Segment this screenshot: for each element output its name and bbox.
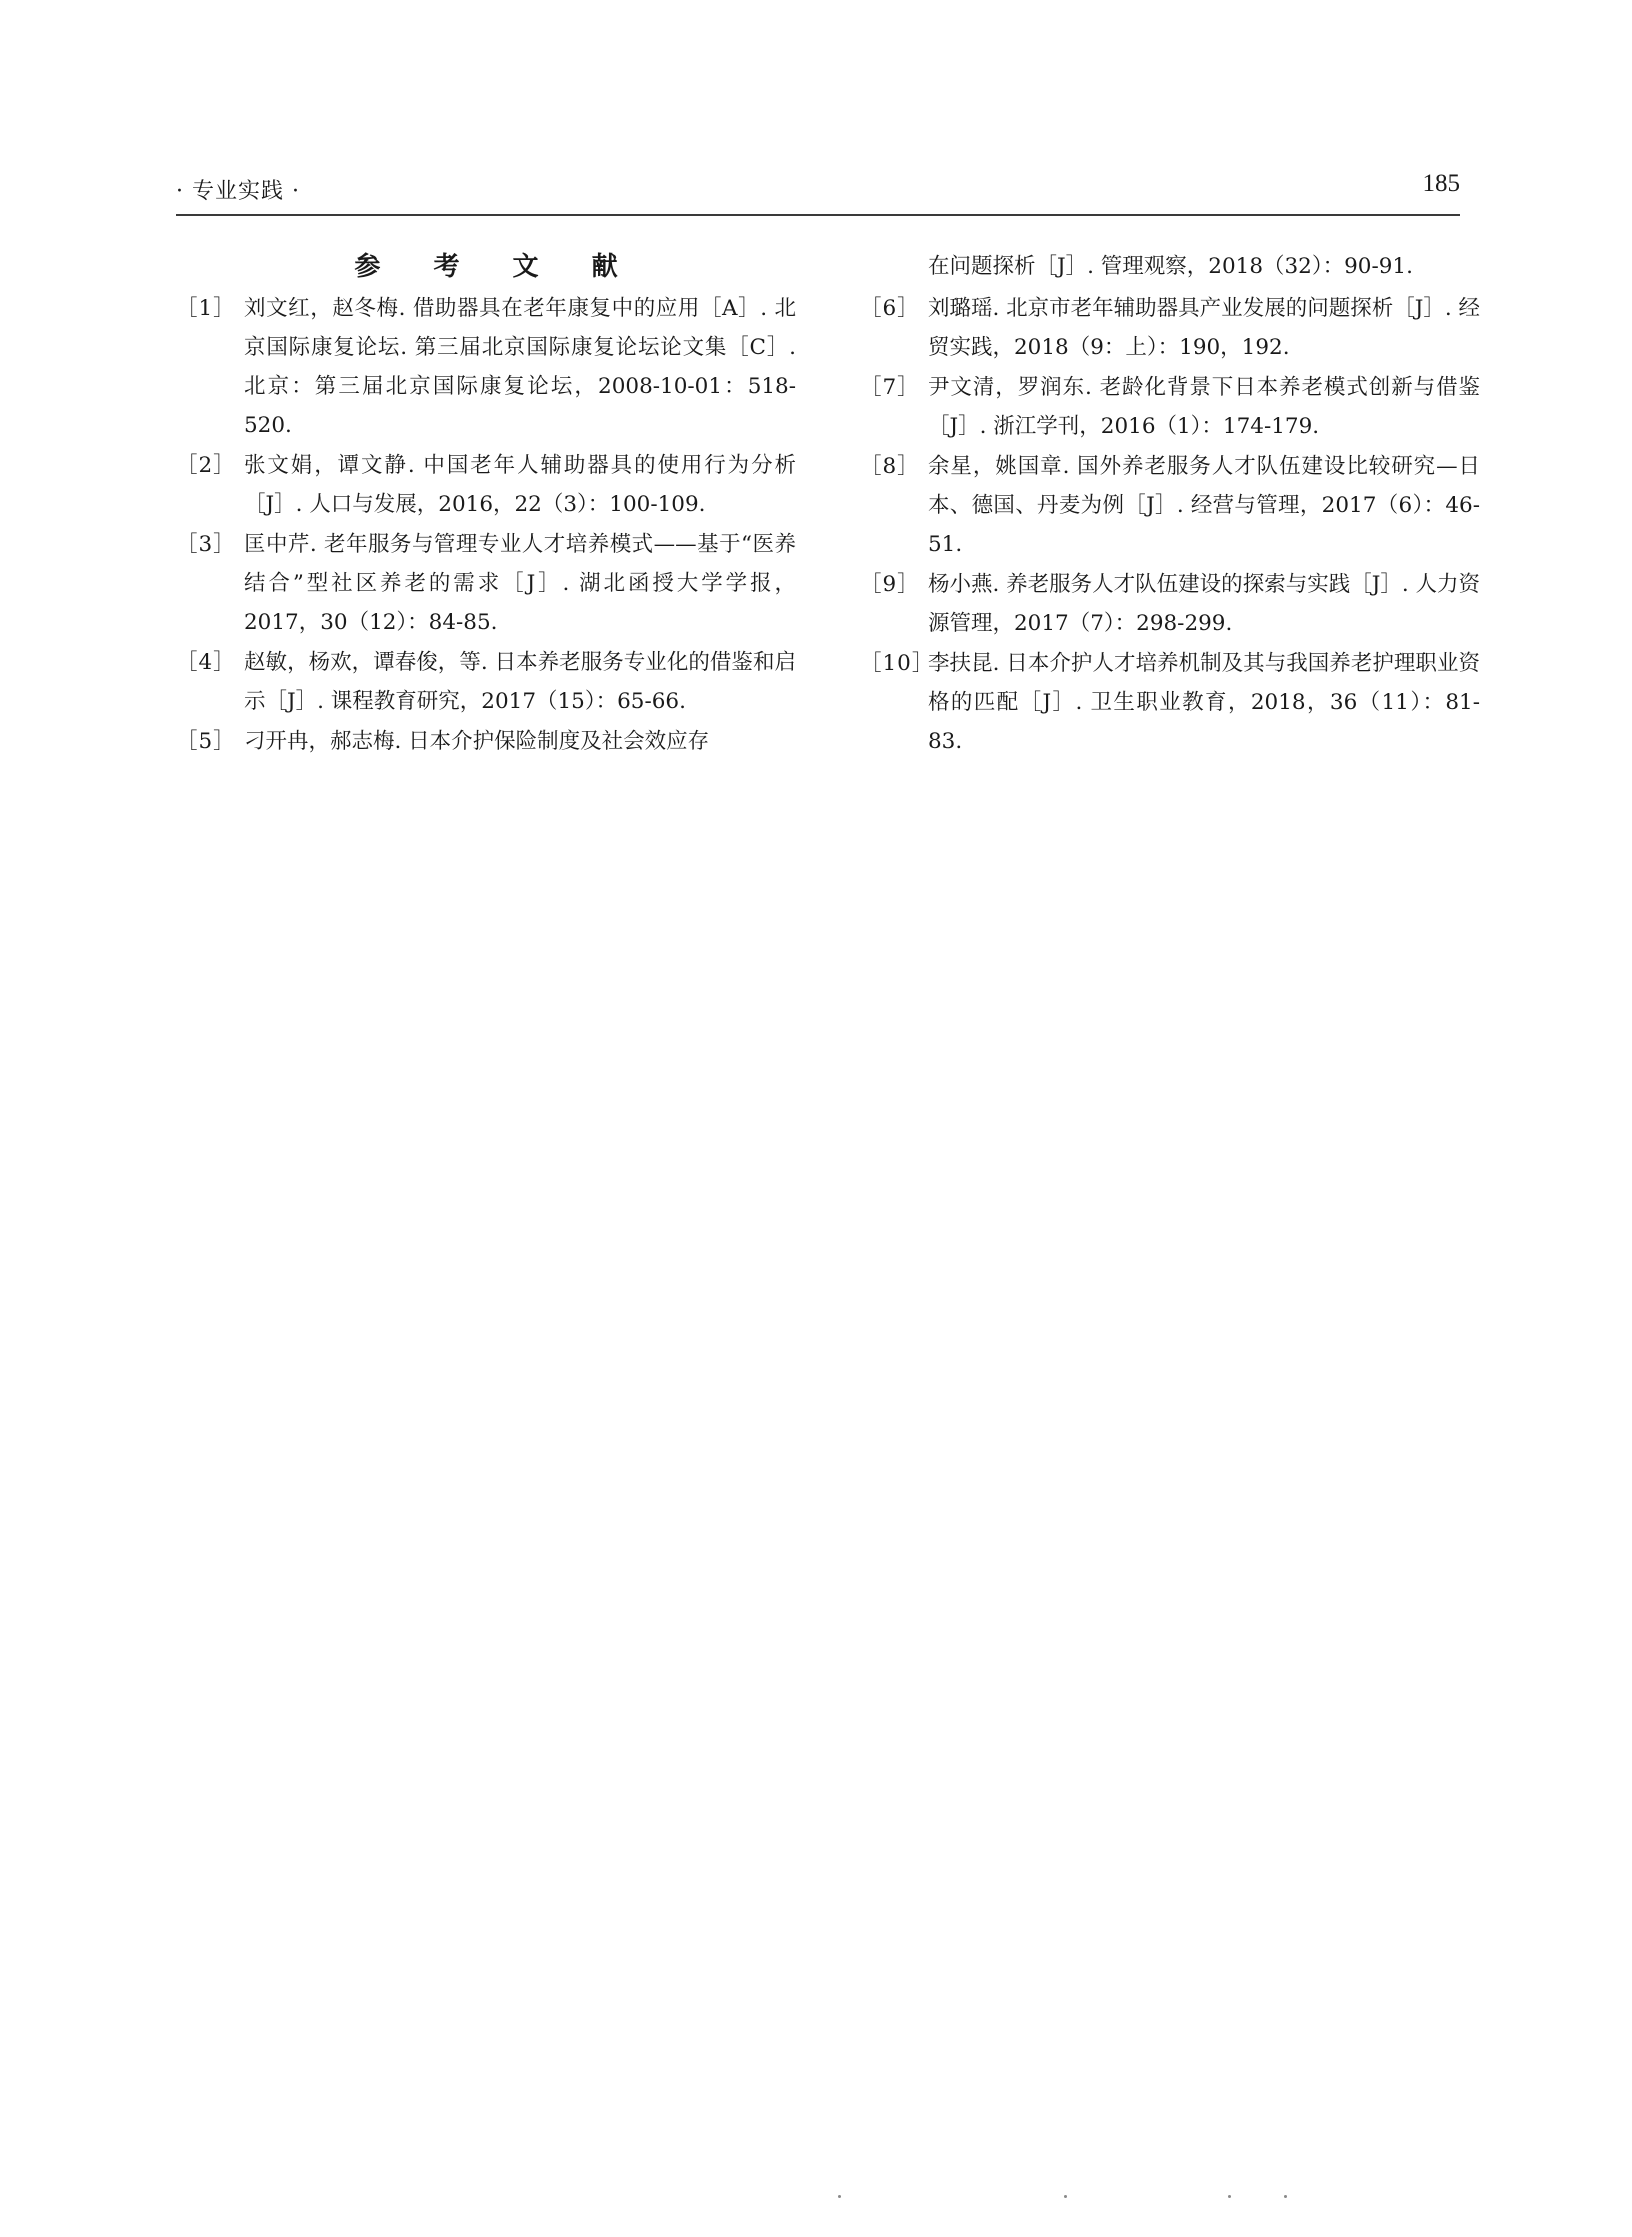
reference-item — [176, 289, 796, 445]
reference-item — [176, 446, 796, 524]
reference-number: ［4］ — [176, 650, 236, 675]
page-number: 185 — [1422, 170, 1460, 197]
reference-item — [860, 644, 1480, 761]
reference-text: 余星，姚国章. 国外养老服务人才队伍建设比较研究—日本、德国、丹麦为例［J］. 经营与管理，2017（6）：46-51. — [928, 454, 1480, 557]
left-column — [176, 245, 796, 762]
reference-continuation: 在问题探析［J］. 管理观察，2018（32）：90-91. — [928, 254, 1413, 279]
reference-text: 刘文红，赵冬梅. 借助器具在老年康复中的应用［A］. 北京国际康复论坛. 第三届北京国际康复论坛论文集［C］. 北京：第三届北京国际康复论坛，2008-10-01：518-520. — [244, 296, 796, 438]
reference-text: 刁开冉，郝志梅. 日本介护保险制度及社会效应存 — [244, 729, 710, 754]
reference-item — [176, 643, 796, 721]
reference-text: 张文娟，谭文静. 中国老年人辅助器具的使用行为分析［J］. 人口与发展，2016，22（3）：100-109. — [244, 453, 796, 517]
reference-item — [176, 722, 796, 761]
reference-number: ［6］ — [860, 296, 920, 321]
reference-number: ［8］ — [860, 454, 920, 479]
print-speck — [1228, 2195, 1231, 2198]
reference-item — [860, 447, 1480, 564]
reference-number: ［1］ — [176, 296, 236, 321]
reference-item — [176, 525, 796, 642]
reference-text: 匡中芹. 老年服务与管理专业人才培养模式——基于“医养结合”型社区养老的需求［J］. 湖北函授大学学报，2017，30（12）：84-85. — [244, 532, 796, 635]
references-heading: 参 考 文 献 — [354, 252, 640, 282]
reference-text: 杨小燕. 养老服务人才队伍建设的探索与实践［J］. 人力资源管理，2017（7）：298-299. — [928, 572, 1480, 636]
reference-number: ［5］ — [176, 729, 236, 754]
reference-number: ［3］ — [176, 532, 236, 557]
reference-item — [860, 368, 1480, 446]
running-header — [176, 170, 1460, 216]
reference-text: 尹文清，罗润东. 老龄化背景下日本养老模式创新与借鉴［J］. 浙江学刊，2016（1）：174-179. — [928, 375, 1480, 439]
right-column — [860, 245, 1480, 762]
reference-number: ［9］ — [860, 572, 920, 597]
reference-text: 赵敏，杨欢，谭春俊，等. 日本养老服务专业化的借鉴和启示［J］. 课程教育研究，2017（15）：65-66. — [244, 650, 796, 714]
reference-number: ［10］ — [860, 651, 935, 676]
reference-number: ［2］ — [176, 453, 236, 478]
reference-text: 刘璐瑶. 北京市老年辅助器具产业发展的问题探析［J］. 经贸实践，2018（9：上）：190，192. — [928, 296, 1480, 360]
print-speck — [1064, 2195, 1067, 2198]
print-speck — [1284, 2195, 1287, 2198]
reference-item — [860, 289, 1480, 367]
reference-number: ［7］ — [860, 375, 920, 400]
section-label: · 专业实践 · — [176, 179, 300, 204]
reference-item — [860, 565, 1480, 643]
print-speck — [838, 2195, 841, 2198]
reference-text: 李扶昆. 日本介护人才培养机制及其与我国养老护理职业资格的匹配［J］. 卫生职业教育，2018，36（11）：81-83. — [928, 651, 1480, 754]
